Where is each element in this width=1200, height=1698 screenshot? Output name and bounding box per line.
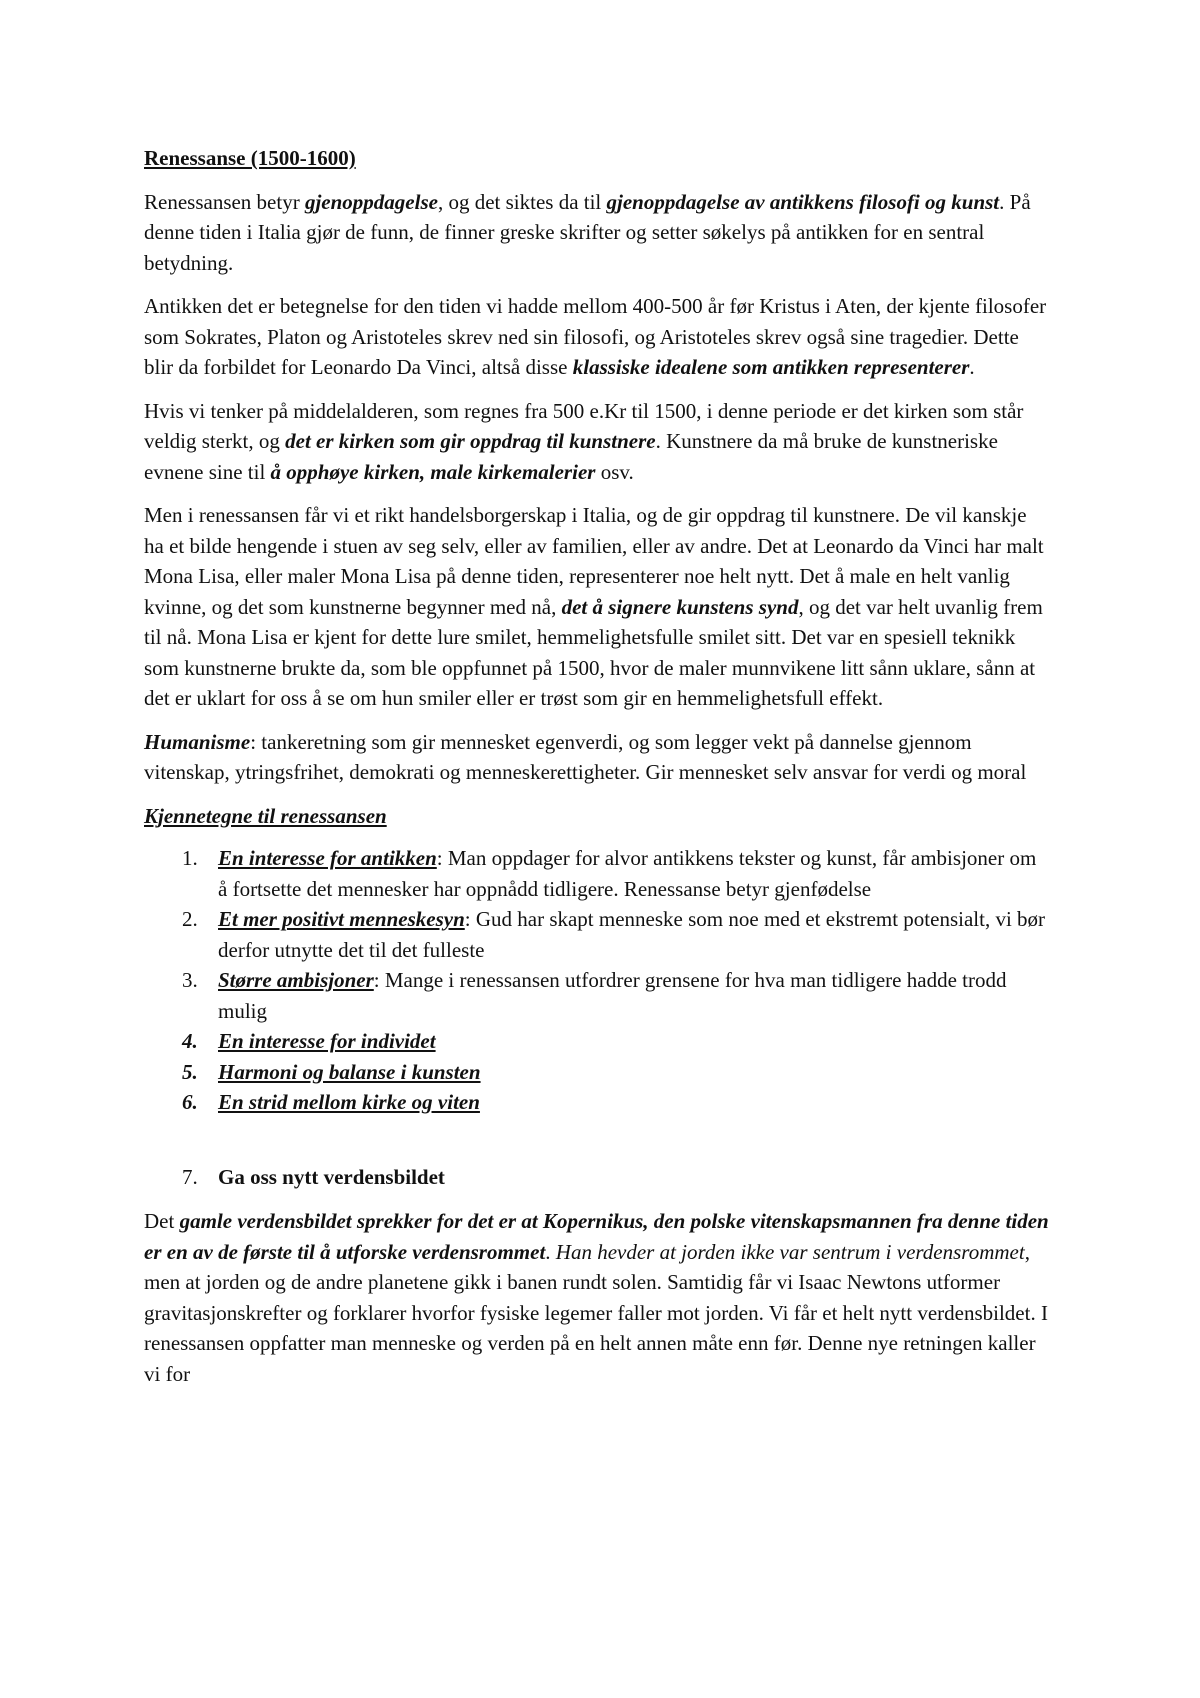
list-item xyxy=(144,904,1050,965)
list-item xyxy=(144,1087,1050,1118)
list-item-text: : Man oppdager for alvor antikkens tekster og kunst, får ambisjoner om å fortsette det mennesker har oppnådd tidligere. Renessanse betyr gjenfødelse xyxy=(218,846,1037,901)
list-item xyxy=(144,965,1050,1026)
emphasis-antikkens-filosofi: gjenoppdagelse av antikkens filosofi og kunst xyxy=(606,189,1000,214)
blank-line xyxy=(144,1118,1050,1162)
list-item-label: Harmoni og balanse i kunsten xyxy=(218,1059,481,1084)
list-number: 6. xyxy=(182,1090,198,1114)
text-run: , og det siktes da til xyxy=(437,189,607,214)
text-run: Hvis vi tenker på middelalderen, som regnes fra 500 e.Kr til 1500, i denne periode er det kirken som står veldig sterkt, og xyxy=(144,398,1024,453)
list-item-text: : Gud har skapt menneske som noe med et ekstremt potensialt, vi bør derfor utnytte det til det fulleste xyxy=(218,907,1046,962)
emphasis-opphoye-kirken: å opphøye kirken, male kirkemalerier xyxy=(270,459,596,484)
text-run: . xyxy=(545,1239,556,1264)
text-run: : tankeretning som gir mennesket egenverdi, og som legger vekt på dannelse gjennom vitenskap, ytringsfrihet, demokrati og menneskerettigheter. Gir mennesket selv ansvar for verdi og moral xyxy=(144,729,1027,784)
list-item xyxy=(144,1026,1050,1057)
paragraph-mona-lisa xyxy=(144,500,1050,714)
paragraph-humanisme xyxy=(144,727,1050,788)
list-item xyxy=(144,1057,1050,1088)
term-humanisme: Humanisme xyxy=(144,729,251,754)
list-number: 1. xyxy=(182,846,198,870)
list-number: 5. xyxy=(182,1059,198,1084)
paragraph-antikken xyxy=(144,291,1050,383)
section-label: Ga oss nytt verdensbildet xyxy=(218,1164,445,1189)
section-heading-verdensbildet xyxy=(144,1162,1050,1193)
emphasis-gjenoppdagelse: gjenoppdagelse xyxy=(304,189,438,214)
text-run: , men at jorden og de andre planetene gikk i banen rundt solen. Samtidig får vi Isaac Newtons utformer gravitasjonskrefter og forklarer hvorfor fysiske legemer faller mot jorden. Vi får et helt nytt verdensbildet. I renessansen oppfatter man menneske og verden på en helt annen måte enn før. Denne nye retningen kaller vi for xyxy=(144,1239,1048,1386)
text-run: . På denne tiden i Italia gjør de funn, de finner greske skrifter og setter søkelys på antikken for en sentral betydning. xyxy=(144,189,1031,275)
emphasis-jorden-ikke-sentrum: Han hevder at jorden ikke var sentrum i verdensrommet xyxy=(555,1239,1025,1264)
list-item-label: En interesse for antikken xyxy=(218,846,437,870)
list-item-label: Større ambisjoner xyxy=(218,968,374,992)
list-item-label: En strid mellom kirke og viten xyxy=(218,1090,480,1114)
text-run: , og det var helt uvanlig frem til nå. Mona Lisa er kjent for dette lure smilet, hemmelighetsfulle smilet sitt. Det var en spesiell teknikk som kunstnerne brukte da, som ble oppfunnet på 1500, hvor de maler munnvikene litt sånn uklare, sånn at det er uklart for oss å se om hun smiler eller er trøst som gir en hemmelighetsfull effekt. xyxy=(144,594,1043,710)
text-run: osv. xyxy=(595,459,634,484)
list-item-label: Et mer positivt menneskesyn xyxy=(218,907,465,931)
page-title: Renessanse (1500-1600) xyxy=(144,146,356,170)
paragraph-middelalderen xyxy=(144,396,1050,488)
text-run: Det xyxy=(144,1209,180,1233)
list-item-label: En interesse for individet xyxy=(218,1029,436,1053)
paragraph-renessansen-betyr xyxy=(144,187,1050,279)
list-number: 4. xyxy=(182,1029,198,1053)
list-number: 3. xyxy=(182,968,198,992)
text-run: Antikken det er betegnelse for den tiden vi hadde mellom 400-500 år før Kristus i Aten, der kjente filosofer som Sokrates, Platon og Aristoteles skrev ned sin filosofi, og Aristoteles skrev også sine tragedier. Dette blir da forbildet for Leonardo Da Vinci, altså disse xyxy=(144,294,1047,379)
emphasis-kirken-gir-oppdrag: det er kirken som gir oppdrag til kunstnere xyxy=(285,429,656,453)
text-run: . Kunstnere da må bruke de kunstneriske evnene sine til xyxy=(144,429,998,484)
section-heading-kjennetegne: Kjennetegne til renessansen xyxy=(144,803,387,828)
text-run: Men i renessansen får vi et rikt handelsborgerskap i Italia, og de gir oppdrag til kunstnere. De vil kanskje ha et bilde hengende i stuen av seg selv, eller av familien, eller av andre. Det at Leonardo da Vinci har malt Mona Lisa, eller maler Mona Lisa på denne tiden, representerer noe helt nytt. Det å male en helt vanlig kvinne, og det som kunstnerne begynner med nå, xyxy=(144,503,1044,619)
list-number: 7. xyxy=(182,1164,198,1189)
list-item-text: : Mange i renessansen utfordrer grensene for hva man tidligere hadde trodd mulig xyxy=(218,968,1007,1023)
emphasis-signere-kunstens-synd: det å signere kunstens synd xyxy=(561,594,799,619)
paragraph-kopernikus xyxy=(144,1206,1050,1389)
text-run: . xyxy=(969,355,975,379)
list-item xyxy=(144,843,1050,904)
emphasis-klassiske-idealene: klassiske idealene som antikken representerer xyxy=(572,355,970,379)
list-number: 2. xyxy=(182,907,198,931)
feature-list xyxy=(144,843,1050,1118)
emphasis-kopernikus: gamle verdensbildet sprekker for det er at Kopernikus, den polske vitenskapsmannen fra denne tiden er en av de første til å utforske verdensrommet xyxy=(144,1209,1049,1264)
text-run: Renessansen betyr xyxy=(144,189,305,214)
